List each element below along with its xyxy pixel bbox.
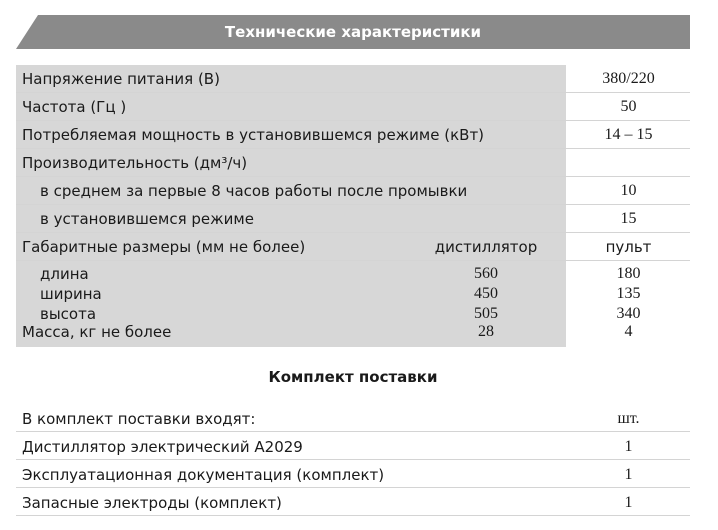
panel-value: 340 (616, 305, 641, 322)
dimension-label: длина (40, 265, 89, 283)
table-row (16, 488, 690, 516)
table-row (16, 305, 690, 325)
panel-value: 180 (616, 265, 641, 282)
spec-label: Частота (Гц ) (22, 98, 127, 116)
mass-label: Масса, кг не более (22, 323, 172, 341)
specs-table (16, 65, 690, 347)
dimensions-label: Габаритные размеры (мм не более) (22, 238, 306, 256)
table-row (16, 285, 690, 305)
spec-label: Напряжение питания (В) (22, 70, 220, 88)
spec-sublabel: в установившемся режиме (40, 210, 254, 228)
specs-title: Технические характеристики (224, 23, 482, 41)
table-row (16, 121, 690, 149)
kit-item-label: Дистиллятор электрический А2029 (22, 438, 303, 456)
kit-unit-header: шт. (617, 410, 640, 427)
table-row (16, 205, 690, 233)
kit-item-qty: 1 (624, 494, 633, 511)
distiller-column-header: дистиллятор (434, 238, 538, 256)
spec-value: 14 – 15 (604, 126, 653, 143)
kit-item-label: Запасные электроды (комплект) (22, 494, 282, 512)
kit-item-qty: 1 (624, 438, 633, 455)
table-row-dimensions-header (16, 233, 690, 261)
spec-value: 15 (620, 210, 637, 227)
spec-label: Потребляемая мощность в установившемся режиме (кВт) (22, 126, 485, 144)
table-row (16, 432, 690, 460)
distiller-value: 450 (474, 285, 498, 302)
spec-value: 50 (620, 98, 637, 115)
kit-table (16, 404, 690, 516)
kit-item-label: Эксплуатационная документация (комплект) (22, 466, 385, 484)
dimension-label: ширина (40, 285, 102, 303)
panel-value: 4 (624, 323, 633, 340)
distiller-value: 28 (478, 323, 494, 340)
kit-title: Комплект поставки (268, 368, 438, 386)
table-row (16, 323, 690, 343)
distiller-value: 560 (474, 265, 498, 282)
table-row (16, 65, 690, 93)
table-row (16, 265, 690, 285)
panel-column-header: пульт (605, 238, 652, 256)
table-row (16, 460, 690, 488)
table-row-kit-header (16, 404, 690, 432)
dimension-label: высота (40, 305, 97, 323)
kit-item-qty: 1 (624, 466, 633, 483)
table-row (16, 149, 690, 177)
dimensions-block (16, 261, 690, 347)
spec-value: 10 (620, 182, 637, 199)
table-row (16, 93, 690, 121)
spec-value: 380/220 (602, 70, 655, 87)
distiller-value: 505 (474, 305, 498, 322)
spec-sublabel: в среднем за первые 8 часов работы после промывки (40, 182, 468, 200)
panel-value: 135 (616, 285, 641, 302)
table-row (16, 177, 690, 205)
kit-header-label: В комплект поставки входят: (22, 410, 256, 428)
spec-label: Производительность (дм³/ч) (22, 154, 248, 172)
